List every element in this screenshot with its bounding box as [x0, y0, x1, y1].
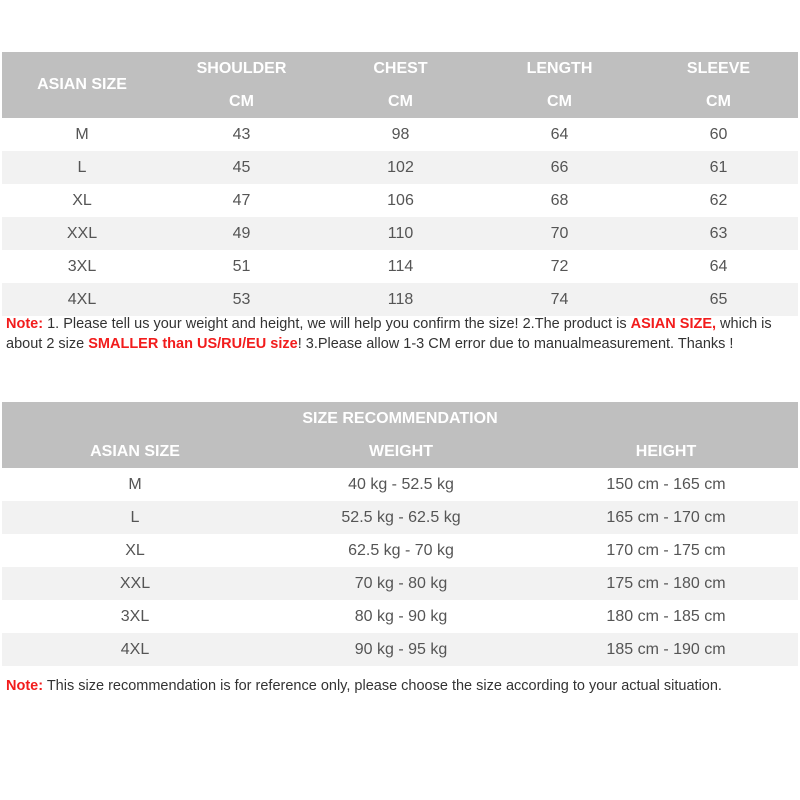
cell-shoulder: 51 — [232, 257, 251, 275]
cell-height: 175 cm - 180 cm — [606, 574, 726, 592]
table-row — [2, 217, 798, 250]
cell-sleeve: 64 — [709, 257, 728, 275]
cell-size: XXL — [66, 224, 98, 242]
header-length: LENGTH CM — [526, 60, 593, 110]
cell-size: XL — [72, 191, 92, 209]
table-row — [2, 534, 798, 567]
cell-weight: 80 kg - 90 kg — [354, 607, 448, 625]
cell-size: XXL — [119, 574, 151, 592]
cell-sleeve: 63 — [709, 224, 728, 242]
cell-chest: 114 — [387, 257, 414, 275]
header-measure-columns — [162, 52, 798, 118]
note-label: Note: — [6, 316, 44, 332]
cell-height: 165 cm - 170 cm — [606, 508, 726, 526]
table-row — [2, 600, 798, 633]
cell-size: XL — [125, 541, 145, 559]
cell-chest: 98 — [391, 125, 410, 143]
header-asian-size: ASIAN SIZE — [37, 76, 127, 93]
header-shoulder: SHOULDER CM — [196, 60, 287, 110]
table-row — [2, 250, 798, 283]
size-chart-table — [2, 52, 798, 316]
cell-height: 170 cm - 175 cm — [606, 541, 726, 559]
cell-weight: 40 kg - 52.5 kg — [348, 475, 454, 493]
cell-chest: 106 — [387, 191, 414, 209]
recommendation-column-headers — [2, 435, 798, 468]
recommendation-header — [2, 402, 798, 468]
cell-size: M — [75, 125, 89, 143]
cell-shoulder: 43 — [232, 125, 251, 143]
cell-size: M — [128, 475, 142, 493]
cell-sleeve: 60 — [709, 125, 728, 143]
table-row — [2, 468, 798, 501]
cell-height: 180 cm - 185 cm — [606, 607, 726, 625]
note-size-chart: Note: 1. Please tell us your weight and height, we will help you confirm the size! 2.The product is ASIAN SIZE, which is about 2 size SMALLER than US/RU/EU size! 3.Please allow 1-3 CM error due to manualmeasurement. Thanks ! — [6, 316, 772, 352]
table-row — [2, 151, 798, 184]
cell-sleeve: 65 — [709, 290, 728, 308]
header-asian-size: ASIAN SIZE — [90, 442, 180, 460]
cell-shoulder: 45 — [232, 158, 251, 176]
cell-shoulder: 47 — [232, 191, 251, 209]
header-chest: CHEST CM — [373, 60, 428, 110]
cell-size: 3XL — [67, 257, 97, 275]
table-row — [2, 567, 798, 600]
note-recommendation: Note: This size recommendation is for reference only, please choose the size according to your actual situation. — [6, 678, 722, 694]
table-row — [2, 118, 798, 151]
note-label: Note: — [6, 678, 44, 694]
size-recommendation-table — [2, 402, 798, 666]
recommendation-title: SIZE RECOMMENDATION — [302, 410, 498, 427]
table-row — [2, 501, 798, 534]
header-sleeve: SLEEVE CM — [686, 60, 751, 110]
cell-weight: 70 kg - 80 kg — [354, 574, 448, 592]
cell-length: 74 — [550, 290, 569, 308]
table-row — [2, 283, 798, 316]
header-weight: WEIGHT — [369, 442, 433, 460]
cell-size: 4XL — [67, 290, 97, 308]
asian-size-highlight: ASIAN SIZE, — [630, 316, 717, 332]
cell-size: 3XL — [120, 607, 150, 625]
cell-weight: 90 kg - 95 kg — [354, 640, 448, 658]
size-chart-rows — [2, 118, 798, 316]
cell-height: 150 cm - 165 cm — [606, 475, 726, 493]
cell-weight: 52.5 kg - 62.5 kg — [341, 508, 461, 526]
cell-size: 4XL — [120, 640, 150, 658]
cell-height: 185 cm - 190 cm — [606, 640, 726, 658]
cell-length: 66 — [550, 158, 569, 176]
cell-sleeve: 61 — [709, 158, 728, 176]
cell-chest: 102 — [387, 158, 414, 176]
cell-shoulder: 49 — [232, 224, 251, 242]
size-chart-header — [2, 52, 798, 118]
cell-length: 68 — [550, 191, 569, 209]
table-row — [2, 633, 798, 666]
cell-chest: 110 — [387, 224, 414, 242]
recommendation-rows — [2, 468, 798, 666]
cell-length: 70 — [550, 224, 569, 242]
cell-chest: 118 — [387, 290, 414, 308]
cell-shoulder: 53 — [232, 290, 251, 308]
cell-size: L — [77, 158, 87, 176]
table-row — [2, 184, 798, 217]
cell-length: 72 — [550, 257, 569, 275]
cell-weight: 62.5 kg - 70 kg — [348, 541, 454, 559]
cell-sleeve: 62 — [709, 191, 728, 209]
cell-size: L — [130, 508, 140, 526]
header-height: HEIGHT — [635, 442, 697, 460]
smaller-size-highlight: SMALLER than US/RU/EU size — [88, 336, 298, 352]
cell-length: 64 — [550, 125, 569, 143]
